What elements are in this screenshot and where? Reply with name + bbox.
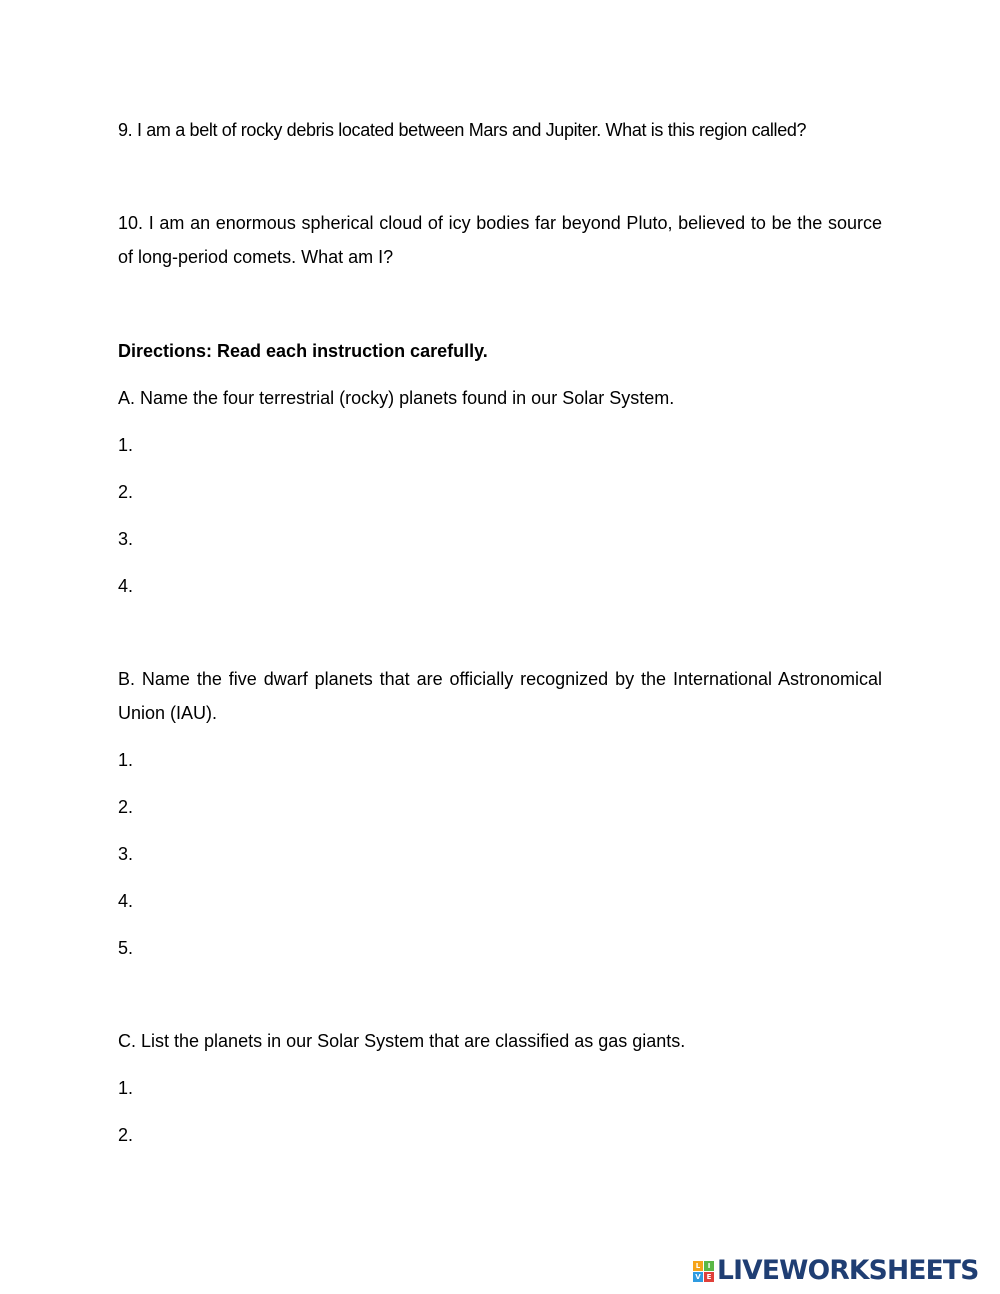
question-10: 10. I am an enormous spherical cloud of icy bodies far beyond Pluto, believed to be the source of long-period comets. What am I? [118, 213, 882, 267]
section-b-item-5: 5. [118, 938, 134, 958]
section-c-item-1: 1. [118, 1078, 134, 1098]
section-a-item-2: 2. [118, 482, 134, 502]
section-a-prompt: A. Name the four terrestrial (rocky) planets found in our Solar System. [118, 388, 675, 408]
section-b-item-1: 1. [118, 750, 134, 770]
logo-cell-i: I [704, 1261, 714, 1271]
question-9: 9. I am a belt of rocky debris located between Mars and Jupiter. What is this region called? [118, 120, 807, 140]
logo-cell-l: L [693, 1261, 703, 1271]
section-b-item-3: 3. [118, 844, 134, 864]
section-a-item-3: 3. [118, 529, 134, 549]
logo-cell-e: E [704, 1272, 714, 1282]
logo-wordmark: LIVEWORKSHEETS [717, 1255, 979, 1286]
liveworksheets-logo[interactable] [693, 1255, 989, 1287]
section-b-prompt: B. Name the five dwarf planets that are officially recognized by the International Astronomical Union (IAU). [118, 669, 882, 723]
section-c-item-2: 2. [118, 1125, 134, 1145]
logo-cell-v: V [693, 1272, 703, 1282]
section-c-prompt: C. List the planets in our Solar System that are classified as gas giants. [118, 1031, 686, 1051]
logo-mark-icon [693, 1261, 714, 1282]
section-b-item-2: 2. [118, 797, 134, 817]
directions-heading: Directions: Read each instruction carefully. [118, 341, 488, 361]
section-a-item-1: 1. [118, 435, 134, 455]
section-b-item-4: 4. [118, 891, 134, 911]
section-a-item-4: 4. [118, 576, 134, 596]
